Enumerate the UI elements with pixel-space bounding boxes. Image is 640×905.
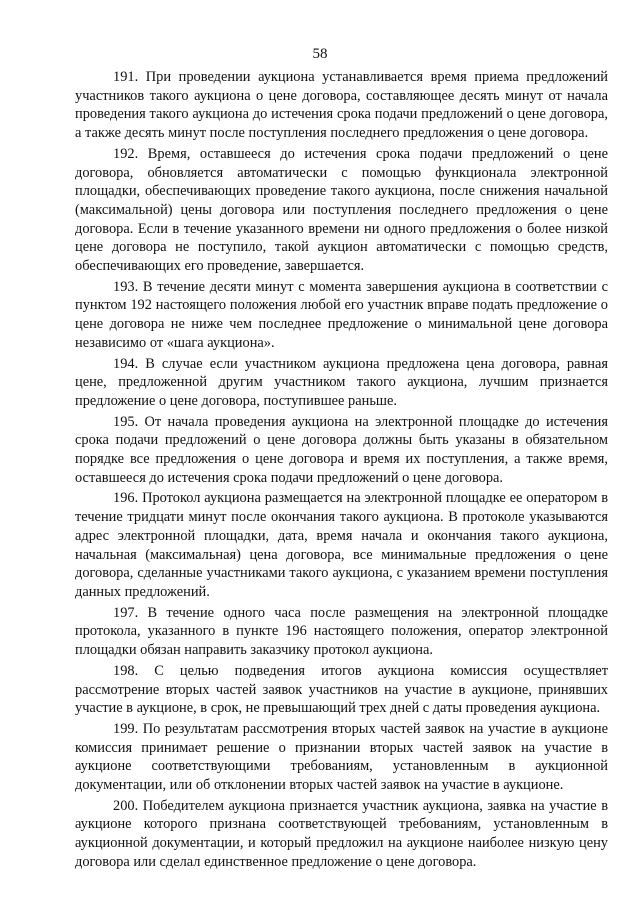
paragraph-192: 192. Время, оставшееся до истечения срока подачи предложений о цене договора, обновляется автоматически с помощью функционала электронной площадки, обеспечивающих проведение такого аукциона, после снижения начальной (максимальной) цены договора или поступления последнего предложения о цене договора. Если в течение указанного времени ни одного предложения о более низкой цене договора не поступило, такой аукцион автоматически с помощью средств, обеспечивающих его проведение, завершается.: [75, 145, 608, 275]
paragraph-197: 197. В течение одного часа после размещения на электронной площадке протокола, указанного в пункте 196 настоящего положения, оператор электронной площадки обязан направить заказчику протокол аукциона.: [75, 604, 608, 659]
paragraph-199: 199. По результатам рассмотрения вторых частей заявок на участие в аукционе комиссия принимает решение о признании вторых частей заявок на участие в аукционе соответствующими требованиям, установленным в аукционной документации, или об отклонении вторых частей заявок на участие в аукционе.: [75, 720, 608, 794]
paragraph-198: 198. С целью подведения итогов аукциона комиссия осуществляет рассмотрение вторых частей заявок участников на участие в аукционе, принявших участие в аукционе, в срок, не превышающий трех дней с даты проведения аукциона.: [75, 662, 608, 717]
document-body: [75, 68, 608, 874]
paragraph-195: 195. От начала проведения аукциона на электронной площадке до истечения срока подачи предложений о цене договора должны быть указаны в обязательном порядке все предложения о цене договора и время их поступления, а также время, оставшееся до истечения срока подачи предложений о цене договора.: [75, 413, 608, 486]
paragraph-191: 191. При проведении аукциона устанавливается время приема предложений участников такого аукциона о цене договора, составляющее десять минут от начала проведения такого аукциона до истечения срока подачи предложений о цене договора, а также десять минут после поступления последнего предложения о цене договора.: [75, 69, 608, 142]
paragraph-200: 200. Победителем аукциона признается участник аукциона, заявка на участие в аукционе которого признана соответствующей требованиям, установленным в аукционной документации, и который предложил на аукционе наиболее низкую цену договора или сделал единственное предложение о цене договора.: [75, 797, 608, 870]
paragraph-194: 194. В случае если участником аукциона предложена цена договора, равная цене, предложенной другим участником такого аукциона, лучшим признается предложение о цене договора, поступившее раньше.: [75, 355, 608, 409]
paragraph-196: 196. Протокол аукциона размещается на электронной площадке ее оператором в течение тридцати минут после окончания такого аукциона. В протоколе указываются адрес электронной площадки, дата, время начала и окончания такого аукциона, начальная (максимальная) цена договора, все минимальные предложения о цене договора, сделанные участниками такого аукциона, с указанием времени поступления данных предложений.: [75, 490, 608, 600]
page-number: 58: [312, 46, 328, 62]
paragraph-193: 193. В течение десяти минут с момента завершения аукциона в соответствии с пунктом 192 настоящего положения любой его участник вправе подать предложение о цене договора не ниже чем последнее предложение о минимальной цене договора независимо от «шага аукциона».: [75, 278, 608, 351]
